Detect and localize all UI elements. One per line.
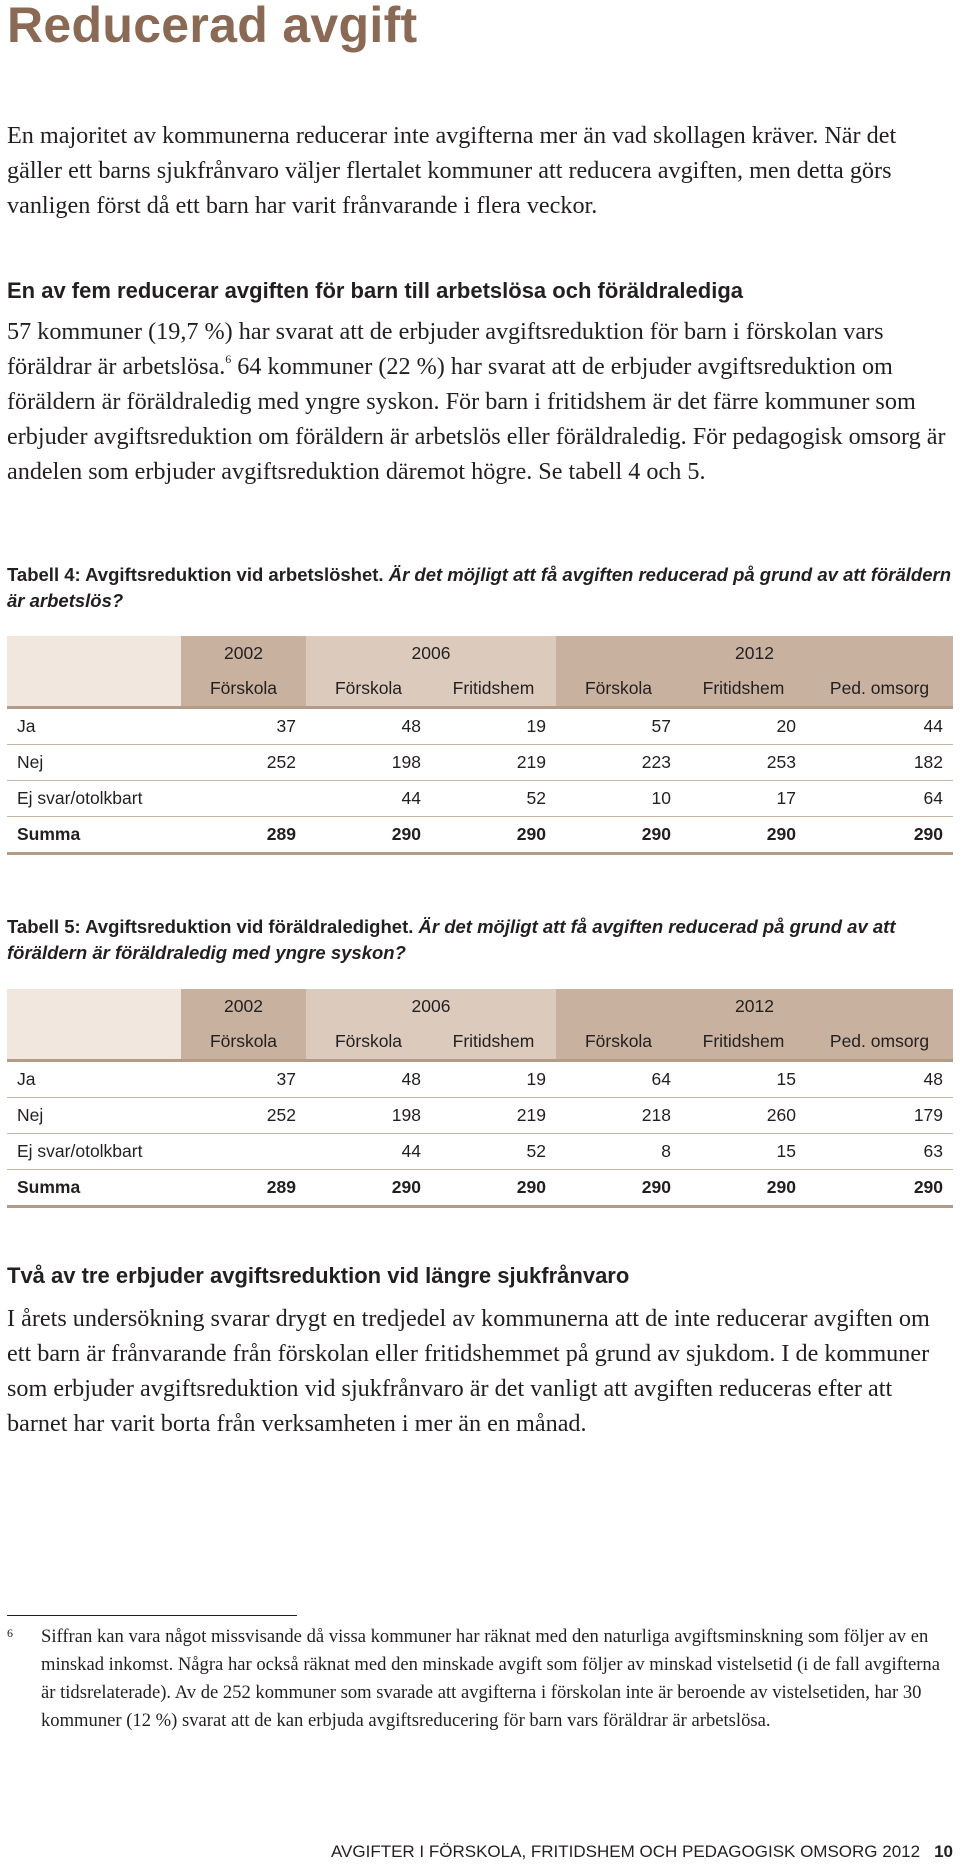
table-row [7, 708, 953, 745]
table5-body [7, 1061, 953, 1207]
table-cell: 37 [181, 1061, 306, 1098]
paragraph-part-b: 64 kommuner (22 %) har svarat att de erbjuder avgiftsreduktion om föräldern är föräldraledig med yngre syskon. För barn i fritidshem är det färre kommuner som erbjuder avgiftsreduktion om föräldern är arbetslös eller föräldraledig. För pedagogisk omsorg är andelen som erbjuder avgiftsreduktion däremot högre. Se tabell 4 och 5. [7, 353, 946, 485]
table5-corner-cell [7, 989, 181, 1061]
table4-caption [7, 562, 953, 614]
table-cell: 52 [431, 781, 556, 817]
table-cell: 198 [306, 745, 431, 781]
table5-year-2002: 2002 [181, 989, 306, 1024]
footnote-reference[interactable]: 6 [225, 352, 232, 366]
table-cell: 290 [681, 817, 806, 854]
row-label: Summa [7, 817, 181, 854]
table-cell: 20 [681, 708, 806, 745]
table-cell: 63 [806, 1134, 953, 1170]
table-cell: 44 [306, 781, 431, 817]
table-cell: 219 [431, 1098, 556, 1134]
page-footer [331, 1842, 953, 1862]
section-heading-unemployed: En av fem reducerar avgiften för barn till arbetslösa och föräldralediga [7, 278, 743, 303]
table4-year-2012: 2012 [556, 636, 953, 671]
table-cell: 218 [556, 1098, 681, 1134]
table5-caption [7, 914, 953, 966]
row-label: Ej svar/otolkbart [7, 1134, 181, 1170]
table-cell: 52 [431, 1134, 556, 1170]
table-cell: 289 [181, 817, 306, 854]
footnote-divider [7, 1615, 297, 1616]
table-cell: 44 [806, 708, 953, 745]
table-cell: 289 [181, 1170, 306, 1207]
table-row [7, 745, 953, 781]
table-cell: 223 [556, 745, 681, 781]
section-paragraph-unemployed [7, 314, 953, 489]
table5-caption-question: Är det möjligt att få avgiften reducerad på grund av att föräldern är föräldraledig med yngre syskon? [7, 916, 896, 963]
paragraph-part-a: 57 kommuner (19,7 %) har svarat att de erbjuder avgiftsreduktion för barn i förskolan vars föräldrar är arbetslösa. [7, 318, 884, 380]
document-page [7, 0, 953, 1874]
table4-year-2006: 2006 [306, 636, 556, 671]
section-paragraph-sick-leave: I årets undersökning svarar drygt en tredjedel av kommunerna att de inte reducerar avgiften om ett barn är frånvarande från förskolan eller fritidshemmet på grund av sjukdom. I de kommuner som erbjuder avgiftsreduktion vid sjukfrånvaro är det vanligt att avgiften reduceras efter att barnet har varit borta från verksamheten i mer än en månad. [7, 1305, 930, 1437]
row-label: Nej [7, 745, 181, 781]
table5-year-2006: 2006 [306, 989, 556, 1024]
table5-caption-title: Tabell 5: Avgiftsreduktion vid föräldraledighet. [7, 916, 414, 937]
table-row [7, 1170, 953, 1207]
table4-col-header: Förskola [306, 671, 431, 708]
table-cell: 290 [806, 817, 953, 854]
table4-corner-cell [7, 636, 181, 708]
table4-caption-title: Tabell 4: Avgiftsreduktion vid arbetslöshet. [7, 564, 384, 585]
table-cell: 260 [681, 1098, 806, 1134]
row-label: Nej [7, 1098, 181, 1134]
table4-col-header: Ped. omsorg [806, 671, 953, 708]
table-row [7, 1098, 953, 1134]
page-number: 10 [934, 1842, 953, 1861]
table-cell: 252 [181, 1098, 306, 1134]
table-cell: 44 [306, 1134, 431, 1170]
table-cell: 64 [806, 781, 953, 817]
table4-caption-question: Är det möjligt att få avgiften reducerad på grund av att föräldern är arbetslös? [7, 564, 951, 611]
table-cell: 290 [306, 1170, 431, 1207]
table-cell: 8 [556, 1134, 681, 1170]
table-cell: 37 [181, 708, 306, 745]
table-cell: 48 [806, 1061, 953, 1098]
table-cell: 290 [556, 817, 681, 854]
section-heading-sick-leave: Två av tre erbjuder avgiftsreduktion vid längre sjukfrånvaro [7, 1263, 630, 1288]
table5-year-2012: 2012 [556, 989, 953, 1024]
table4-col-header: Förskola [181, 671, 306, 708]
footnote [7, 1623, 953, 1735]
row-label: Ja [7, 1061, 181, 1098]
table-cell [181, 781, 306, 817]
table-cell: 198 [306, 1098, 431, 1134]
table-cell: 17 [681, 781, 806, 817]
table-cell: 290 [431, 1170, 556, 1207]
table-cell: 252 [181, 745, 306, 781]
table5-col-header: Ped. omsorg [806, 1024, 953, 1061]
table4-body [7, 708, 953, 854]
table-row [7, 817, 953, 854]
table-cell: 182 [806, 745, 953, 781]
table-cell: 10 [556, 781, 681, 817]
table4-col-header: Fritidshem [681, 671, 806, 708]
table-cell: 179 [806, 1098, 953, 1134]
row-label: Summa [7, 1170, 181, 1207]
table-cell: 219 [431, 745, 556, 781]
table-cell: 48 [306, 1061, 431, 1098]
table5 [7, 989, 953, 1208]
table5-col-header: Fritidshem [681, 1024, 806, 1061]
table-cell: 290 [556, 1170, 681, 1207]
table-cell: 15 [681, 1134, 806, 1170]
table-cell: 290 [431, 817, 556, 854]
row-label: Ja [7, 708, 181, 745]
table-cell: 64 [556, 1061, 681, 1098]
table-row [7, 1061, 953, 1098]
table4 [7, 636, 953, 855]
table-cell: 290 [681, 1170, 806, 1207]
row-label: Ej svar/otolkbart [7, 781, 181, 817]
table-cell: 57 [556, 708, 681, 745]
table-cell: 19 [431, 708, 556, 745]
footnote-number: 6 [7, 1626, 13, 1640]
table5-year-row [7, 989, 953, 1024]
table5-col-header: Förskola [556, 1024, 681, 1061]
table4-year-row [7, 636, 953, 671]
table-cell: 290 [306, 817, 431, 854]
table-cell: 290 [806, 1170, 953, 1207]
table4-col-header: Fritidshem [431, 671, 556, 708]
page-title: Reducerad avgift [7, 0, 418, 53]
table-cell: 15 [681, 1061, 806, 1098]
table-row [7, 1134, 953, 1170]
table5-col-header: Förskola [181, 1024, 306, 1061]
table-cell: 48 [306, 708, 431, 745]
footnote-text: Siffran kan vara något missvisande då vissa kommuner har räknat med den naturliga avgiftsminskning som följer av en minskad inkomst. Några har också räknat med den minskade avgift som följer av minskad vistelsetid (i de fall avgifterna är tidsrelaterade). Av de 252 kommuner som svarade att avgifterna i förskolan inte är beroende av vistelsetiden, har 30 kommuner (12 %) svarat att de kan erbjuda avgiftsreducering för barn vars föräldrar är arbetslösa. [41, 1626, 940, 1731]
table5-col-header: Fritidshem [431, 1024, 556, 1061]
table4-year-2002: 2002 [181, 636, 306, 671]
table-cell: 253 [681, 745, 806, 781]
table5-col-header: Förskola [306, 1024, 431, 1061]
table-cell [181, 1134, 306, 1170]
table4-col-header: Förskola [556, 671, 681, 708]
intro-paragraph: En majoritet av kommunerna reducerar inte avgifterna mer än vad skollagen kräver. När det gäller ett barns sjukfrånvaro väljer flertalet kommuner att reducera avgiften, men detta görs vanligen först då ett barn har varit frånvarande i flera veckor. [7, 122, 897, 219]
footer-title: AVGIFTER I FÖRSKOLA, FRITIDSHEM OCH PEDAGOGISK OMSORG 2012 [330, 1842, 921, 1861]
table-cell: 19 [431, 1061, 556, 1098]
table-row [7, 781, 953, 817]
